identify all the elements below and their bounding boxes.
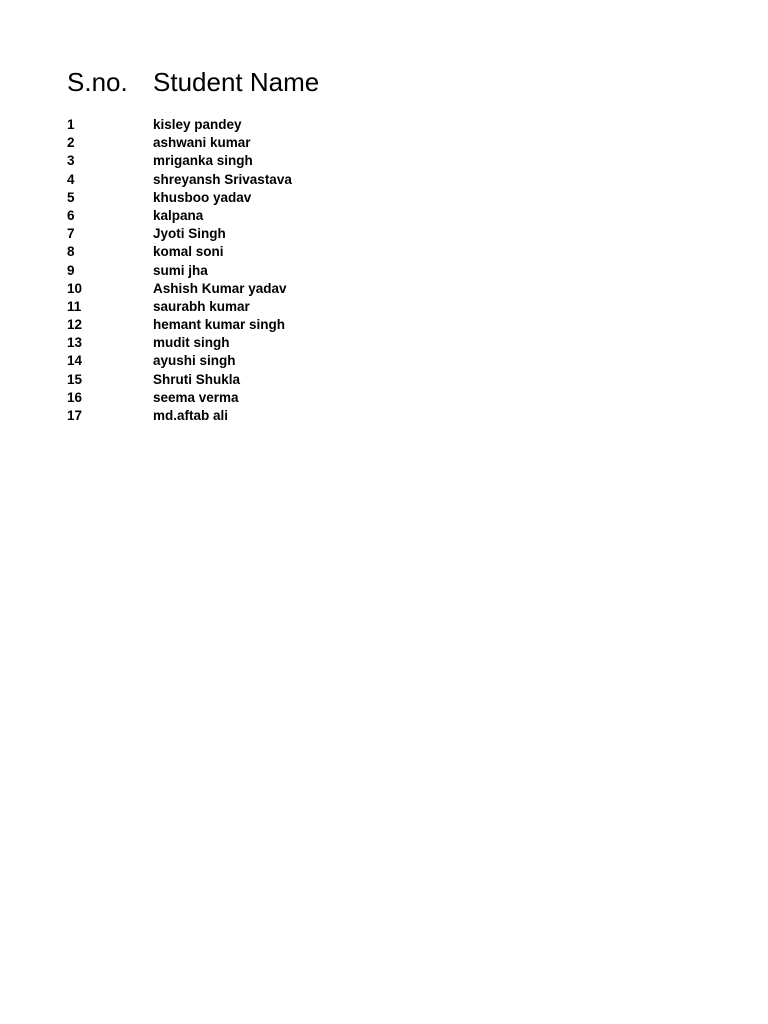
table-row xyxy=(0,334,768,352)
student-name-cell: saurabh kumar xyxy=(153,298,250,314)
table-row xyxy=(0,262,768,280)
serial-number-cell: 1 xyxy=(67,117,75,132)
serial-number-cell: 16 xyxy=(67,389,83,405)
serial-number-cell: 11 xyxy=(67,298,82,314)
header-serial-number: S.no. xyxy=(67,67,128,97)
table-row xyxy=(0,116,768,134)
table-row xyxy=(0,152,768,170)
serial-number-cell: 15 xyxy=(67,371,83,387)
student-name-cell: mudit singh xyxy=(153,335,230,351)
student-name-cell: ashwani kumar xyxy=(153,135,251,151)
serial-number-cell: 10 xyxy=(67,280,83,296)
header-student-name: Student Name xyxy=(153,67,320,97)
student-name-cell: kalpana xyxy=(153,207,204,223)
serial-number-cell: 8 xyxy=(67,244,75,260)
student-name-cell: mriganka singh xyxy=(153,153,253,169)
student-name-cell: shreyansh Srivastava xyxy=(153,171,292,187)
table-row xyxy=(0,134,768,152)
student-name-cell: kisley pandey xyxy=(153,117,242,132)
student-name-cell: sumi jha xyxy=(153,262,208,278)
student-name-cell: hemant kumar singh xyxy=(153,317,286,333)
student-name-cell: md.aftab ali xyxy=(153,408,229,423)
table-row xyxy=(0,389,768,407)
table-row xyxy=(0,352,768,370)
table-row xyxy=(0,371,768,389)
serial-number-cell: 2 xyxy=(67,135,75,151)
table-row xyxy=(0,316,768,334)
student-name-cell: ayushi singh xyxy=(153,353,236,369)
serial-number-cell: 5 xyxy=(67,189,75,205)
student-name-cell: komal soni xyxy=(153,244,224,260)
serial-number-cell: 9 xyxy=(67,262,75,278)
serial-number-cell: 12 xyxy=(67,317,83,333)
student-list xyxy=(0,116,768,425)
table-row xyxy=(0,207,768,225)
table-row xyxy=(0,243,768,261)
table-row xyxy=(0,225,768,243)
table-row xyxy=(0,407,768,425)
serial-number-cell: 13 xyxy=(67,335,83,351)
serial-number-cell: 17 xyxy=(67,408,83,423)
serial-number-cell: 14 xyxy=(67,353,83,369)
student-name-cell: Jyoti Singh xyxy=(153,226,226,242)
table-header xyxy=(0,64,768,100)
serial-number-cell: 7 xyxy=(67,226,75,242)
student-name-cell: seema verma xyxy=(153,389,239,405)
serial-number-cell: 4 xyxy=(67,171,75,187)
table-row xyxy=(0,171,768,189)
table-row xyxy=(0,280,768,298)
student-name-cell: khusboo yadav xyxy=(153,189,252,205)
serial-number-cell: 6 xyxy=(67,207,75,223)
table-row xyxy=(0,189,768,207)
student-name-cell: Ashish Kumar yadav xyxy=(153,280,287,296)
serial-number-cell: 3 xyxy=(67,153,75,169)
table-row xyxy=(0,298,768,316)
student-name-cell: Shruti Shukla xyxy=(153,371,241,387)
